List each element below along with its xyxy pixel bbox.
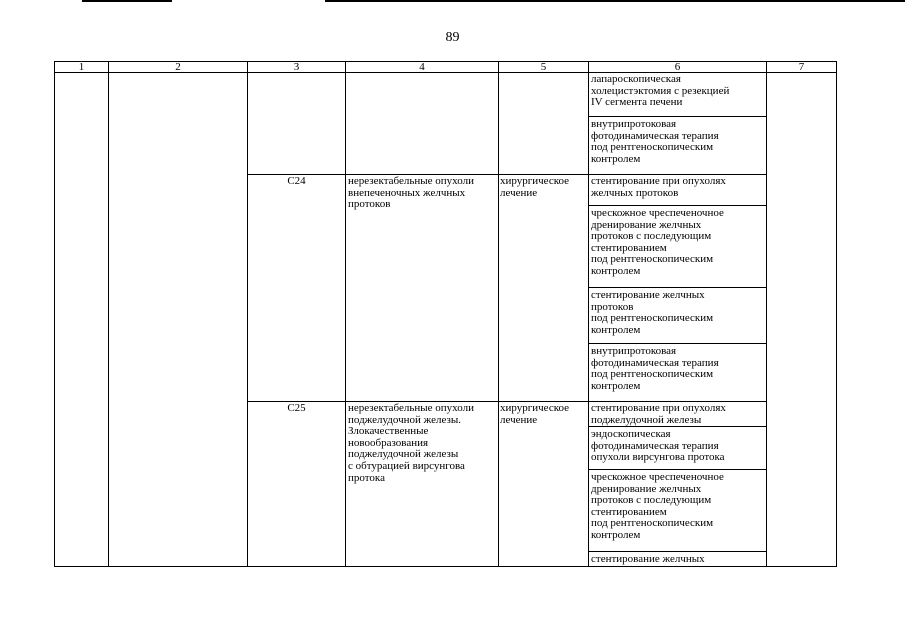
method-separator (588, 343, 766, 344)
method-text: внутрипротоковая фотодинамическая терапия под рентгеноскопическим контролем (591, 345, 719, 392)
method-text: внутрипротоковая фотодинамическая терапия под рентгеноскопическим контролем (591, 118, 719, 165)
column-header: 4 (419, 61, 425, 73)
column-border (54, 61, 55, 567)
page-number: 89 (445, 30, 460, 45)
column-header: 3 (293, 61, 300, 73)
method-text: эндоскопическая фотодинамическая терапия опухоли вирсунгова протока (591, 428, 725, 464)
column-header: 6 (674, 61, 681, 73)
column-header: 5 (540, 61, 547, 73)
method-text: стентирование желчных протоков под рентгеноскопическим контролем (591, 289, 714, 336)
column-header: 7 (798, 61, 805, 73)
column-border (498, 61, 499, 567)
treatment-type: хирургическое лечение (500, 175, 570, 199)
column-border (766, 61, 767, 567)
method-text: стентирование при опухолях желчных протоков (591, 175, 726, 199)
treatment-type: хирургическое лечение (500, 402, 570, 426)
diagnosis-code: C25 (287, 402, 306, 414)
column-border (108, 61, 109, 567)
table-border-bottom (54, 566, 837, 567)
column-border (836, 61, 837, 567)
method-separator (588, 205, 766, 206)
method-separator (588, 287, 766, 288)
diagnosis-text: нерезектабельные опухоли внепеченочных желчных протоков (348, 175, 474, 211)
diagnosis-code: C24 (287, 175, 306, 187)
method-text: стентирование желчных (591, 553, 705, 565)
method-text: лапароскопическая холецистэктомия с резекцией IV сегмента печени (591, 73, 730, 109)
method-text: стентирование при опухолях поджелудочной железы (591, 402, 726, 426)
column-border (345, 61, 346, 567)
column-header: 1 (78, 61, 85, 73)
method-text: чрескожное чреспеченочное дренирование желчных протоков с последующим стентированием под рентгеноскопическим контролем (591, 207, 724, 277)
column-border (247, 61, 248, 567)
column-header: 2 (175, 61, 181, 73)
diagnosis-text: нерезектабельные опухоли поджелудочной железы. Злокачественные новообразования поджелудочной железы с обтурацией вирсунгова протока (348, 402, 474, 484)
method-separator (588, 469, 766, 470)
method-separator (588, 551, 766, 552)
column-border (588, 61, 589, 567)
method-separator (588, 116, 766, 117)
method-text: чрескожное чреспеченочное дренирование желчных протоков с последующим стентированием под рентгеноскопическим контролем (591, 471, 724, 541)
